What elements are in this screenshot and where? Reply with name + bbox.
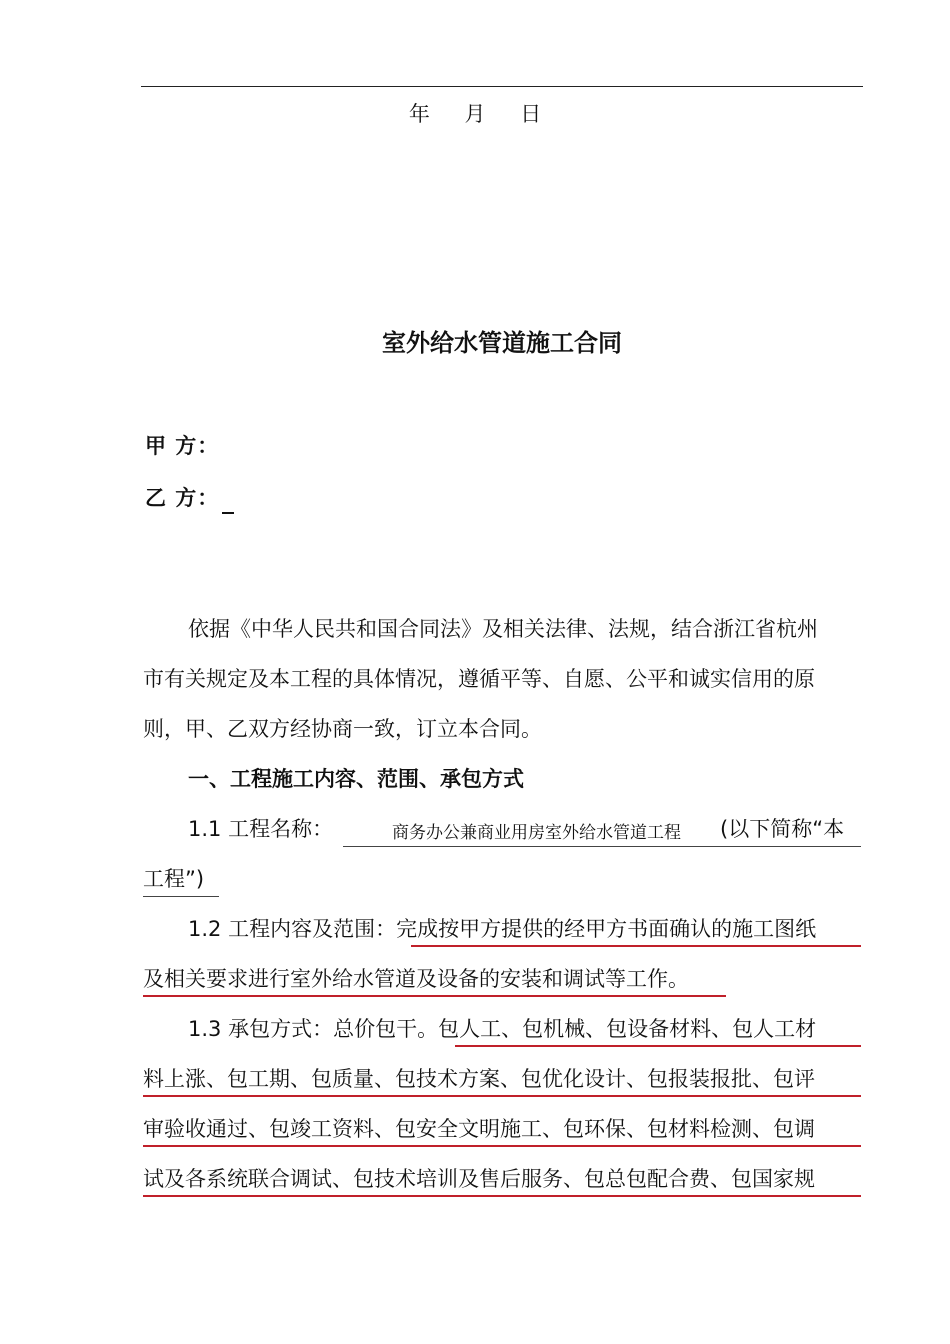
day-label: 日: [520, 102, 542, 126]
item-1-1-label: 1.1 工程名称：: [188, 817, 334, 841]
party-b-blank: [222, 512, 234, 514]
item-1-3-label: 1.3 承包方式：总价包干。: [188, 1017, 439, 1041]
contract-title: 室外给水管道施工合同: [382, 329, 622, 357]
top-rule: [141, 86, 863, 87]
item-1-1-cont: 工程”): [143, 867, 205, 891]
item-1-3-text-3: 审验收通过、包竣工资料、包安全文明施工、包环保、包材料检测、包调: [143, 1117, 815, 1141]
item-1-3-underline-2: [143, 1095, 861, 1097]
item-1-3-underline-1: [455, 1045, 861, 1047]
party-b-label: 乙 方：: [145, 486, 220, 510]
item-1-2-underline-2: [143, 995, 726, 997]
item-1-3-underline-3: [143, 1145, 861, 1147]
item-1-1: [188, 813, 333, 843]
item-1-2-underline-1: [411, 945, 861, 947]
month-label: 月: [464, 102, 486, 126]
preamble-line-1: 依据《中华人民共和国合同法》及相关法律、法规，结合浙江省杭州: [188, 617, 818, 641]
item-1-3-text-2: 料上涨、包工期、包质量、包技术方案、包优化设计、包报装报批、包评: [143, 1067, 815, 1091]
party-a-label: 甲 方：: [145, 434, 220, 458]
preamble-line-2: 市有关规定及本工程的具体情况，遵循平等、自愿、公平和诚实信用的原: [143, 667, 815, 691]
item-1-2-text-2: 及相关要求进行室外给水管道及设备的安装和调试等工作。: [143, 967, 689, 991]
item-1-1-cont-underline: [143, 896, 219, 897]
preamble-line-3: 则，甲、乙双方经协商一致，订立本合同。: [143, 717, 542, 741]
item-1-3-underline-4: [143, 1195, 861, 1197]
section-1-heading: 一、工程施工内容、范围、承包方式: [188, 767, 524, 791]
item-1-3-line-1: [188, 1013, 816, 1043]
year-label: 年: [408, 102, 430, 126]
item-1-2-text-1: 完成按甲方提供的经甲方书面确认的施工图纸: [396, 917, 817, 941]
item-1-1-project-name: 商务办公兼商业用房室外给水管道工程: [392, 823, 681, 843]
item-1-2-line-1: [188, 913, 816, 943]
item-1-1-underline: [343, 846, 861, 847]
item-1-2-label: 1.2 工程内容及范围：: [188, 917, 397, 941]
item-1-3-text-4: 试及各系统联合调试、包技术培训及售后服务、包总包配合费、包国家规: [143, 1167, 815, 1191]
item-1-3-text-1: 包人工、包机械、包设备材料、包人工材: [438, 1017, 817, 1041]
date-line: [0, 98, 950, 128]
item-1-1-suffix: (以下简称“本: [720, 817, 845, 841]
